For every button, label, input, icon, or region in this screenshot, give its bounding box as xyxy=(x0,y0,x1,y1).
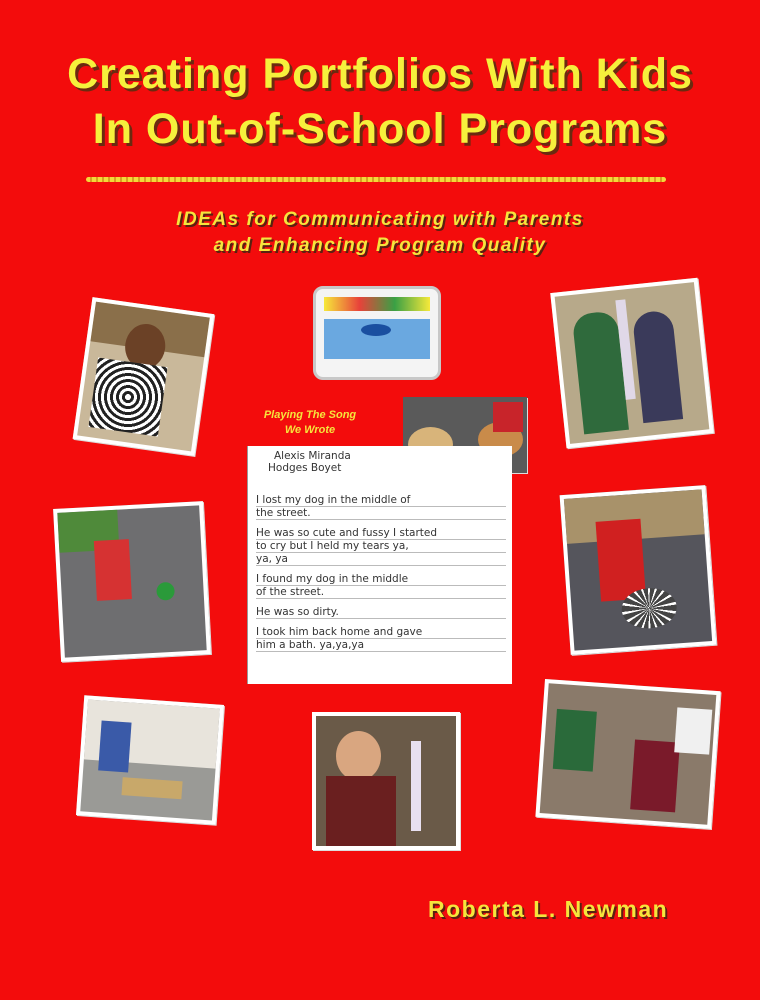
decorative-divider xyxy=(86,177,666,182)
author-name: Roberta L. Newman xyxy=(428,896,669,922)
photo-caption xyxy=(250,408,370,438)
note-name-2: Hodges Boyet xyxy=(268,462,342,474)
subtitle-line-1: IDEAs for Communicating with Parents xyxy=(176,209,584,230)
note-name-1: Alexis Miranda xyxy=(274,450,351,462)
photo-kids-in-classroom xyxy=(535,679,720,829)
note-line: of the street. xyxy=(256,586,506,599)
photo-boy-with-rockets xyxy=(312,712,460,850)
note-line: him a bath. ya,ya,ya xyxy=(256,639,506,652)
title-line-2: In Out-of-School Programs xyxy=(92,105,668,153)
note-line: ya, ya xyxy=(256,553,506,566)
note-line: He was so dirty. xyxy=(256,606,506,619)
note-line: I lost my dog in the middle of xyxy=(256,494,506,507)
photo-kids-with-rockets xyxy=(550,278,713,449)
caption-line-1: Playing The Song xyxy=(263,409,357,421)
note-line: I found my dog in the middle xyxy=(256,573,506,586)
note-line: to cry but I held my tears ya, xyxy=(256,540,506,553)
photo-girl-with-spiral xyxy=(560,485,717,655)
caption-line-2: We Wrote xyxy=(284,424,336,436)
photo-boy-kicking-ball xyxy=(53,501,211,662)
photo-girl-building xyxy=(76,695,224,824)
subtitle-line-2: and Enhancing Program Quality xyxy=(213,235,547,256)
note-line: He was so cute and fussy I started xyxy=(256,527,506,540)
photo-boy-with-craft xyxy=(73,297,215,456)
note-line: I took him back home and gave xyxy=(256,626,506,639)
note-line: the street. xyxy=(256,507,506,520)
handwritten-song-page xyxy=(247,446,512,684)
photo-dolphin-artwork xyxy=(313,286,441,380)
title-line-1: Creating Portfolios With Kids xyxy=(67,50,693,98)
